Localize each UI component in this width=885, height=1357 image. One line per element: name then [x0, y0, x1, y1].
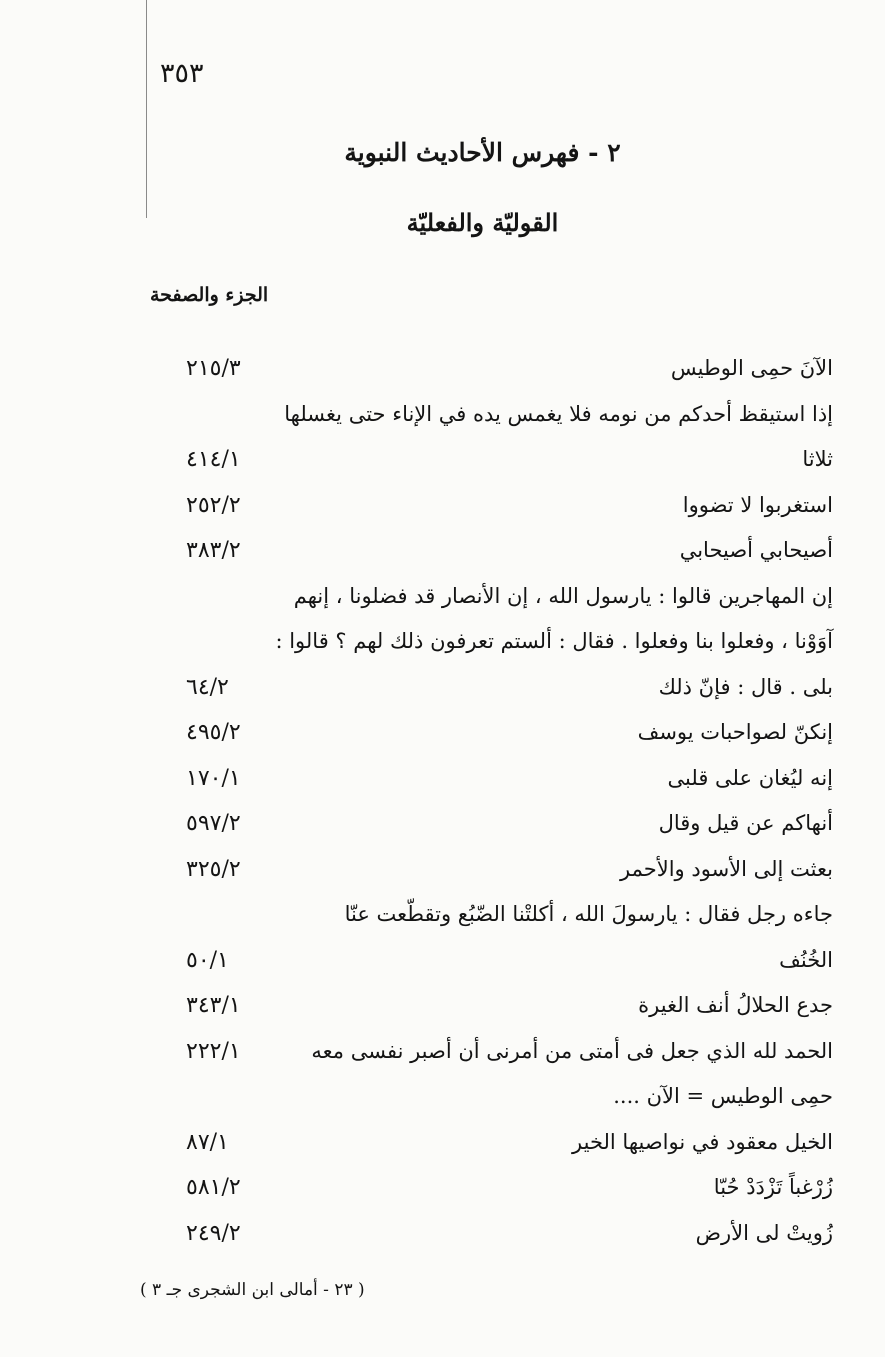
- volume-page-ref: ٥٠/١: [186, 947, 229, 973]
- list-item: [0, 350, 885, 396]
- hadith-text: إنكنّ لصواحبات يوسف: [637, 720, 833, 744]
- hadith-text: زُويتْ لى الأرض: [695, 1220, 833, 1245]
- hadith-index-list: [0, 350, 885, 1260]
- page-number: ٣٥٣: [160, 58, 204, 89]
- volume-page-ref: ٤٩٥/٢: [186, 720, 241, 745]
- volume-page-ref: ٨٧/١: [186, 1129, 229, 1155]
- hadith-text: جاءه رجل فقال : يارسولَ الله ، أكلتْنا الضّبُع وتقطّعت عنّا: [344, 902, 833, 926]
- list-item: [0, 532, 885, 578]
- list-item: [0, 1124, 885, 1170]
- list-item: [0, 1078, 885, 1124]
- hadith-text: جدع الحلالُ أنف الغيرة: [638, 993, 833, 1017]
- volume-page-ref: ٢٢٢/١: [186, 1038, 241, 1064]
- volume-page-ref: ٢٥٢/٢: [186, 492, 241, 518]
- hadith-text: زُرْغباً تَزْدَدْ حُبّا: [713, 1175, 833, 1199]
- list-item: [0, 1033, 885, 1079]
- hadith-text: ثلاثا: [802, 447, 833, 471]
- volume-page-ref: ٣٤٣/١: [186, 993, 241, 1018]
- column-header: الجزء والصفحة: [150, 284, 269, 306]
- hadith-text: آوَوْنا ، وفعلوا بنا وفعلوا . فقال : ألستم تعرفون ذلك لهم ؟ قالوا :: [275, 629, 833, 653]
- list-item: [0, 441, 885, 487]
- hadith-text: الخيل معقود في نواصيها الخير: [572, 1129, 833, 1154]
- index-title: ٢ - فهرس الأحاديث النبوية: [344, 138, 621, 167]
- hadith-text: الحمد لله الذي جعل فى أمتى من أمرنى أن أصبر نفسى معه: [311, 1038, 833, 1063]
- list-item: [0, 1169, 885, 1215]
- volume-page-ref: ٣٨٣/٢: [186, 538, 241, 563]
- hadith-text: حمِى الوطيس = الآن ....: [613, 1084, 833, 1108]
- volume-page-ref: ٢٤٩/٢: [186, 1220, 241, 1246]
- list-item: [0, 942, 885, 988]
- hadith-text: بعثت إلى الأسود والأحمر: [620, 856, 833, 881]
- gutter-line: [146, 0, 147, 218]
- list-item: [0, 760, 885, 806]
- hadith-text: أصيحابي أصيحابي: [679, 538, 833, 562]
- index-subtitle: القوليّة والفعليّة: [406, 208, 559, 237]
- volume-page-ref: ٤١٤/١: [186, 447, 241, 472]
- hadith-text: الخُنُف: [779, 947, 833, 972]
- hadith-text: إذا استيقظ أحدكم من نومه فلا يغمس يده في الإناء حتى يغسلها: [284, 401, 833, 426]
- volume-page-ref: ٥٩٧/٢: [186, 811, 241, 836]
- list-item: [0, 396, 885, 442]
- hadith-text: الآنَ حمِى الوطيس: [670, 356, 833, 380]
- list-item: [0, 623, 885, 669]
- page-footer: ( ٢٣ - أمالى ابن الشجرى جـ ٣ ): [140, 1280, 365, 1300]
- list-item: [0, 896, 885, 942]
- list-item: [0, 669, 885, 715]
- hadith-text: بلى . قال : فإنّ ذلك: [658, 674, 833, 699]
- volume-page-ref: ٣٢٥/٢: [186, 856, 241, 882]
- hadith-text: إنه ليُغان على قلبى: [667, 765, 833, 790]
- list-item: [0, 714, 885, 760]
- volume-page-ref: ٥٨١/٢: [186, 1175, 241, 1200]
- list-item: [0, 805, 885, 851]
- volume-page-ref: ١٧٠/١: [186, 765, 241, 791]
- list-item: [0, 487, 885, 533]
- hadith-text: أنهاكم عن قيل وقال: [658, 811, 833, 835]
- volume-page-ref: ٢١٥/٣: [186, 356, 241, 381]
- list-item: [0, 987, 885, 1033]
- list-item: [0, 1215, 885, 1261]
- hadith-text: استغربوا لا تضووا: [682, 492, 833, 517]
- list-item: [0, 851, 885, 897]
- volume-page-ref: ٦٤/٢: [186, 674, 229, 700]
- hadith-text: إن المهاجرين قالوا : يارسول الله ، إن الأنصار قد فضلونا ، إنهم: [293, 583, 833, 608]
- list-item: [0, 578, 885, 624]
